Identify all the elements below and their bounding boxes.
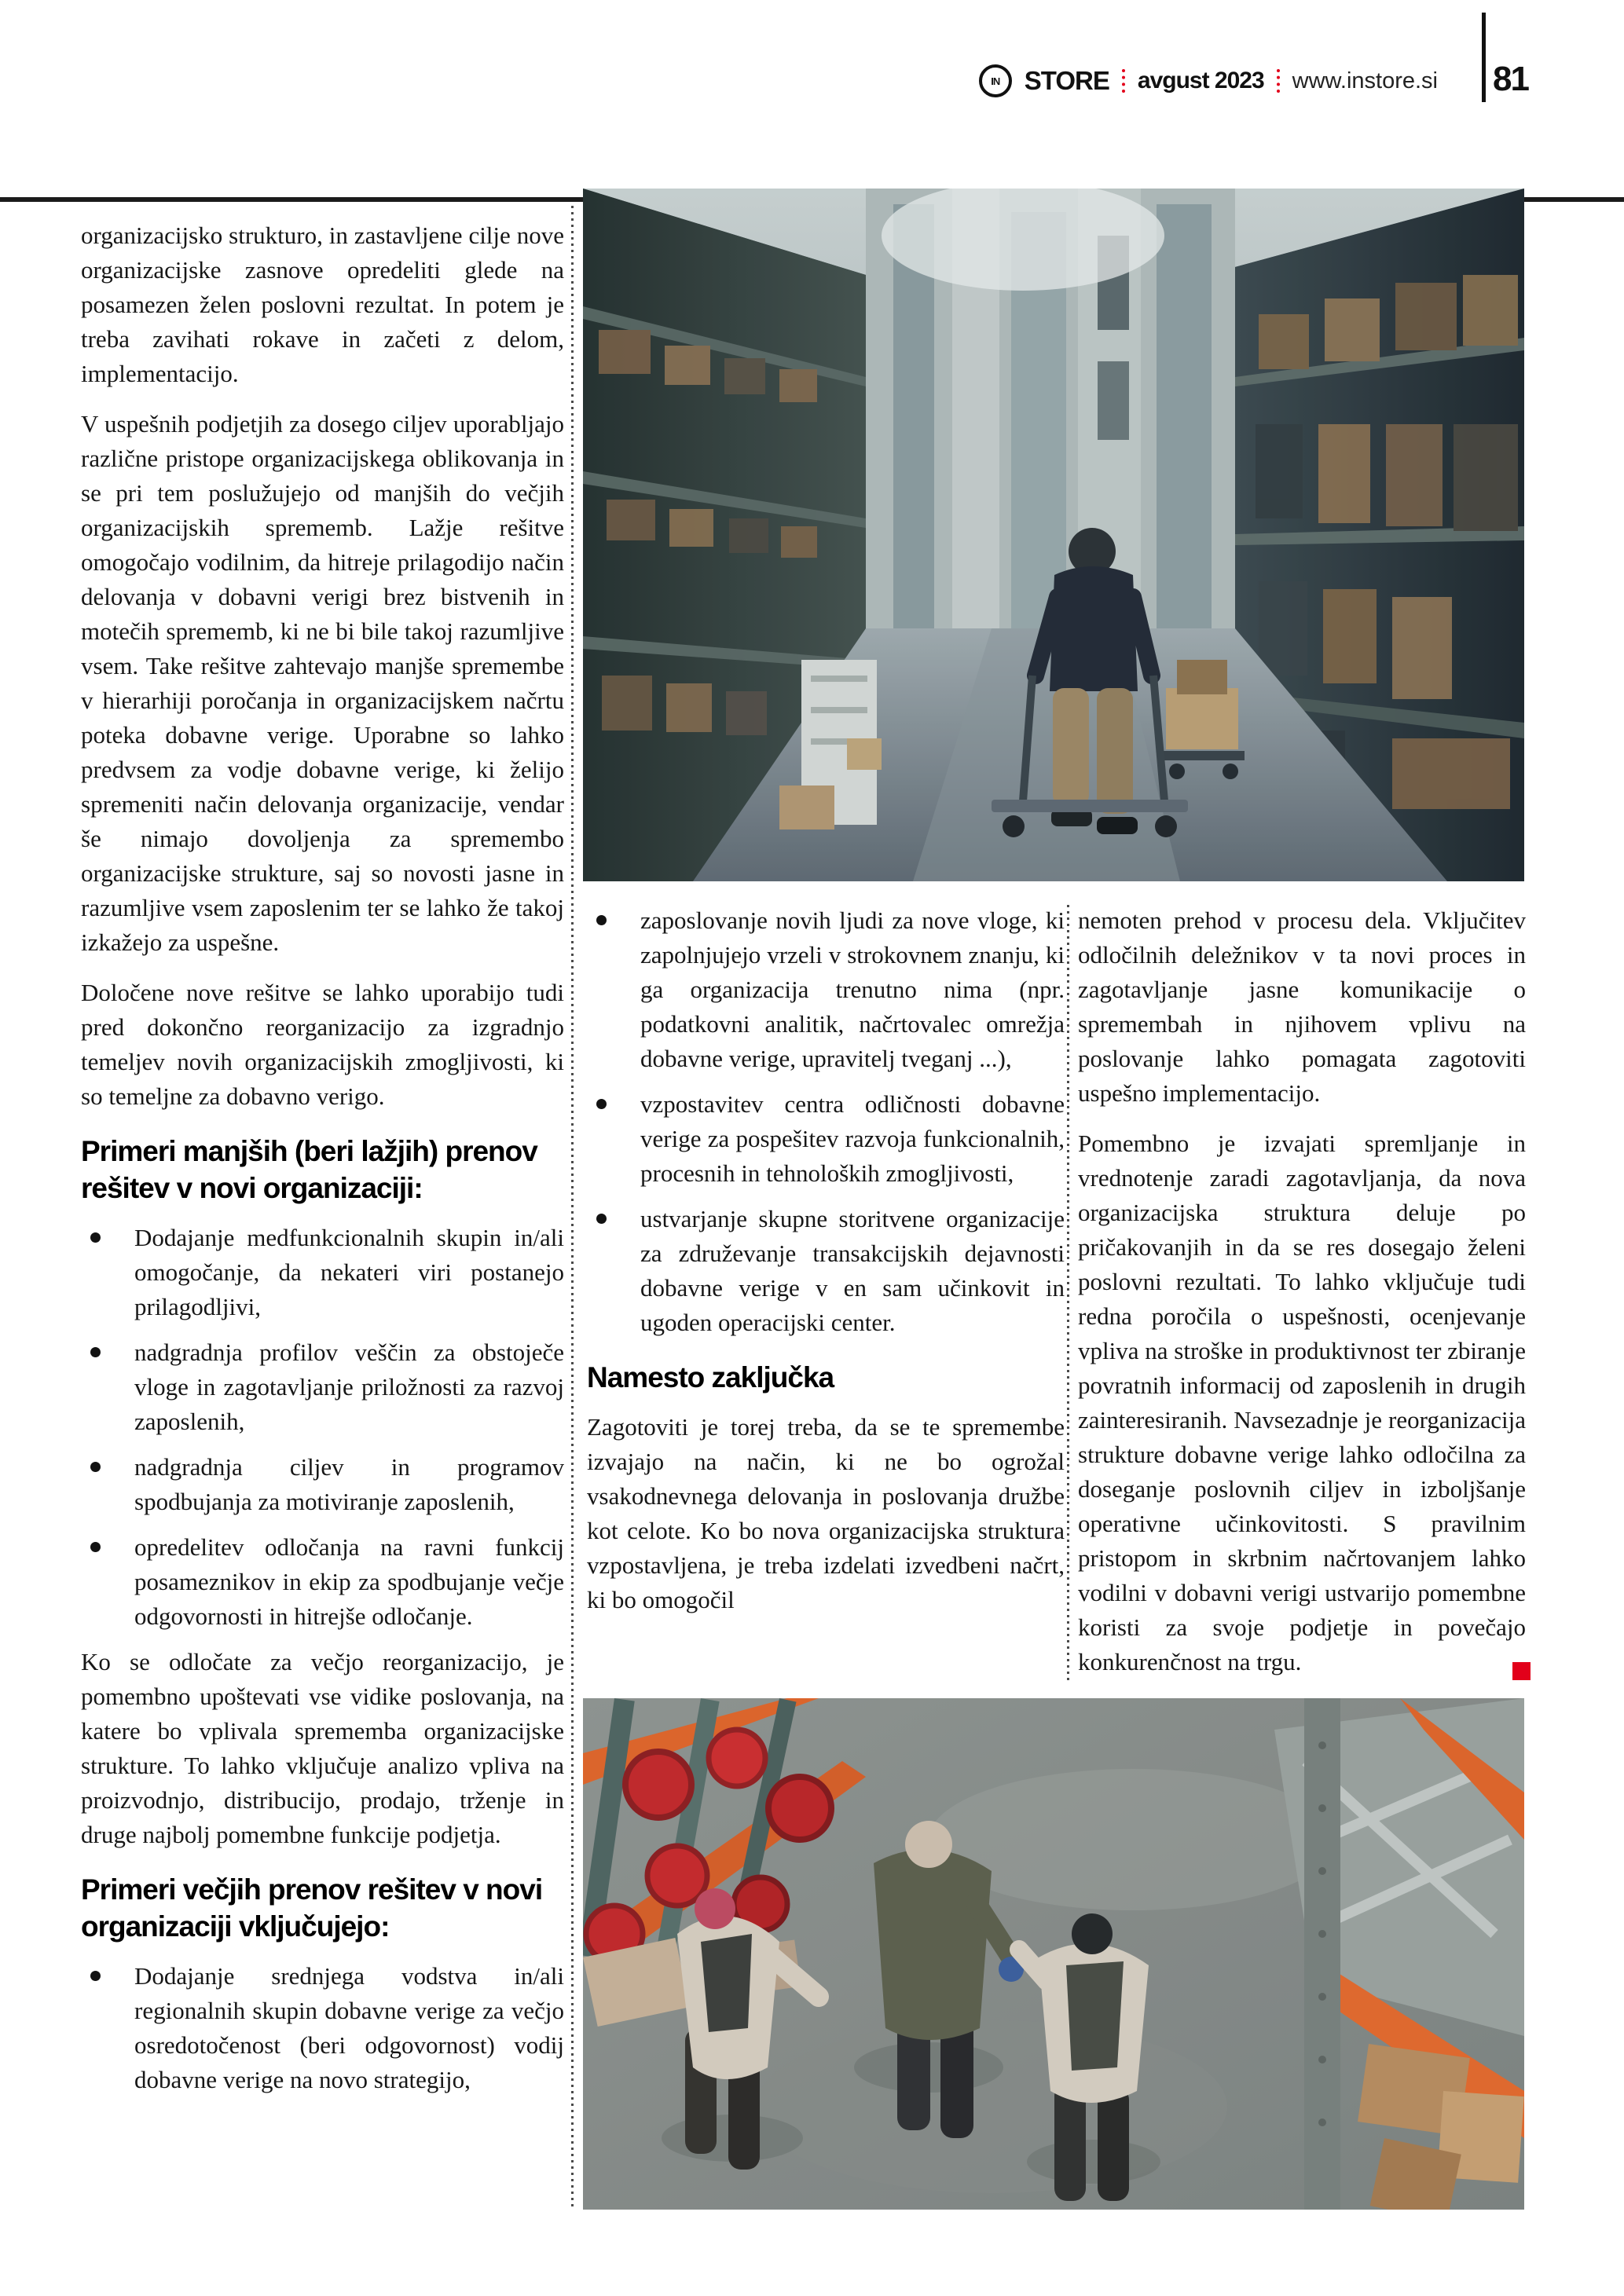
paragraph: Zagotoviti je torej treba, da se te spremembe izvajajo na način, ki ne bo ogrožal vsakodnevnega delovanja in poslovanja družbe kot celote. Ko bo nova organizacijska struktura vzpostavljena, je treba izdelati izvedbeni načrt, ki bo omogočil [587,1413,1065,1613]
paragraph: Ko se odločate za večjo reorganizacijo, je pomembno upoštevati vse vidike poslovanja, na katere bo vplivala sprememba organizacijske strukture. To lahko vključuje analizo vpliva na proizvodnjo, distribucijo, prodajo, trženje in druge najbolj pomembne funkcije podjetja. [81,1648,564,1848]
left-text-column [81,218,564,2108]
instore-logo-icon: IN [979,64,1012,97]
list-item: opredelitev odločanja na ravni funkcij posameznikov in ekip za spodbujanje večje odgovornosti in hitrejše odločanje. [81,1530,564,1634]
section-heading-small-renovations: Primeri manjših (beri lažjih) prenov rešitev v novi organizaciji: [81,1135,537,1204]
paragraph: Pomembno je izvajati spremljanje in vrednotenje zaradi zagotavljanja, da nova organizacijska struktura deluje po pričakovanjih in da se res dosegajo želeni poslovni rezultati. To lahko vključuje tudi redna poročila o uspešnosti, ocenjevanje vpliva na stroške in produktivnost ter zbiranje povratnih informacij od zaposlenih in drugih zainteresiranih. Navsezadnje je reorganizacija strukture dobavne verige lahko odločilna za doseganje poslovnih ciljev in izboljšanje operativne učinkovitosti. S pravilnim pristopom in skrbnim načrtovanjem lahko vodilni v dobavni verigi ustvarijo pomembne koristi za svoje podjetje in povečajo konkurenčnost na trgu. [1078,1130,1526,1675]
page-number: 81 [1493,60,1528,98]
list-item: zaposlovanje novih ljudi za nove vloge, ki zapolnjujejo vrzeli v strokovnem znanju, ki ga organizacija trenutno nima (npr. podatkovni analitik, načrtovalec omrežja dobavne verige, upravitelj tveganj ...), [587,903,1065,1076]
issue-date: avgust 2023 [1137,68,1264,93]
list-item: nadgradnja profilov veščin za obstoječe vloge in zagotavljanje priložnosti za razvoj zaposlenih, [81,1335,564,1439]
header-vertical-bar [1482,13,1486,102]
warehouse-aisle-illustration [583,189,1524,881]
paragraph: nemoten prehod v procesu dela. Vključitev odločilnih deležnikov v ta novi proces in zagotavljanje jasne komunikacije o spremembah in njihovem vplivu na poslovanje lahko pomagata zagotoviti uspešno implementacijo. [1078,906,1526,1107]
list-item: ustvarjanje skupne storitvene organizacije za združevanje transakcijskih dejavnosti dobavne verige v en sam učinkovit in ugoden operacijski center. [587,1202,1065,1340]
section-heading-conclusion: Namesto zaključka [587,1361,834,1393]
paragraph: V uspešnih podjetjih za dosego ciljev uporabljajo različne pristope organizacijskega oblikovanja in se pri tem poslužujejo od manjših do večjih organizacijskih sprememb. Lažje rešitve omogočajo vodilnim, da hitreje prilagodijo način delovanja v dobavni verigi brez bistvenih in motečih sprememb, ki ne bi bile takoj razumljive vsem. Take rešitve zahtevajo manjše spremembe v hierarhiji poročanja in organizacijskem načrtu poteka dobavne verige. Uporabne so lahko predvsem za vodje dobavne verige, ki želijo spremeniti način delovanja organizacije, vendar še nimajo dovoljenja za spremembo organizacijske strukture, saj so novosti jasne in razumljive vsem zaposlenim ter se lahko že takoj izkažejo za uspešne. [81,410,564,956]
top-photo-warehouse-aisle [583,189,1524,881]
website-link[interactable]: www.instore.si [1292,68,1438,93]
list-item: nadgradnja ciljev in programov spodbujanja za motiviranje zaposlenih, [81,1450,564,1519]
column-divider [571,206,574,2207]
bottom-photo-warehouse-meeting [583,1698,1524,2210]
list-item: Dodajanje srednjega vodstva in/ali regionalnih skupin dobavne verige za večjo osredotočenost (beri odgovornost) vodij dobavne verige na novo strategijo, [81,1959,564,2097]
red-dotted-separator-icon [1277,69,1280,93]
list-item: Dodajanje medfunkcionalnih skupin in/ali omogočanje, da nekateri viri postanejo prilagodljivi, [81,1221,564,1324]
column-divider [1067,905,1069,1683]
list-item: vzpostavitev centra odličnosti dobavne verige za pospešitev razvoja funkcionalnih, procesnih in tehnoloških zmogljivosti, [587,1087,1065,1191]
right-text-column [1078,903,1526,1695]
brand-name: STORE [1024,66,1109,95]
page-header [979,64,1438,97]
article-end-marker [1512,1662,1531,1680]
paragraph: organizacijsko strukturo, in zastavljene cilje nove organizacijske zasnove opredeliti glede na posamezen želen poslovni rezultat. In potem je treba zavihati rokave in začeti z delom, implementacijo. [81,222,564,387]
section-heading-large-renovations: Primeri večjih prenov rešitev v novi organizaciji vključujejo: [81,1873,543,1943]
warehouse-overhead-illustration [583,1698,1524,2210]
paragraph: Določene nove rešitve se lahko uporabijo tudi pred dokončno reorganizacijo za izgradnjo temeljev novih organizacijskih zmogljivosti, ki so temeljne za dobavno verigo. [81,979,564,1110]
red-dotted-separator-icon [1122,69,1125,93]
middle-text-column [587,903,1065,1633]
